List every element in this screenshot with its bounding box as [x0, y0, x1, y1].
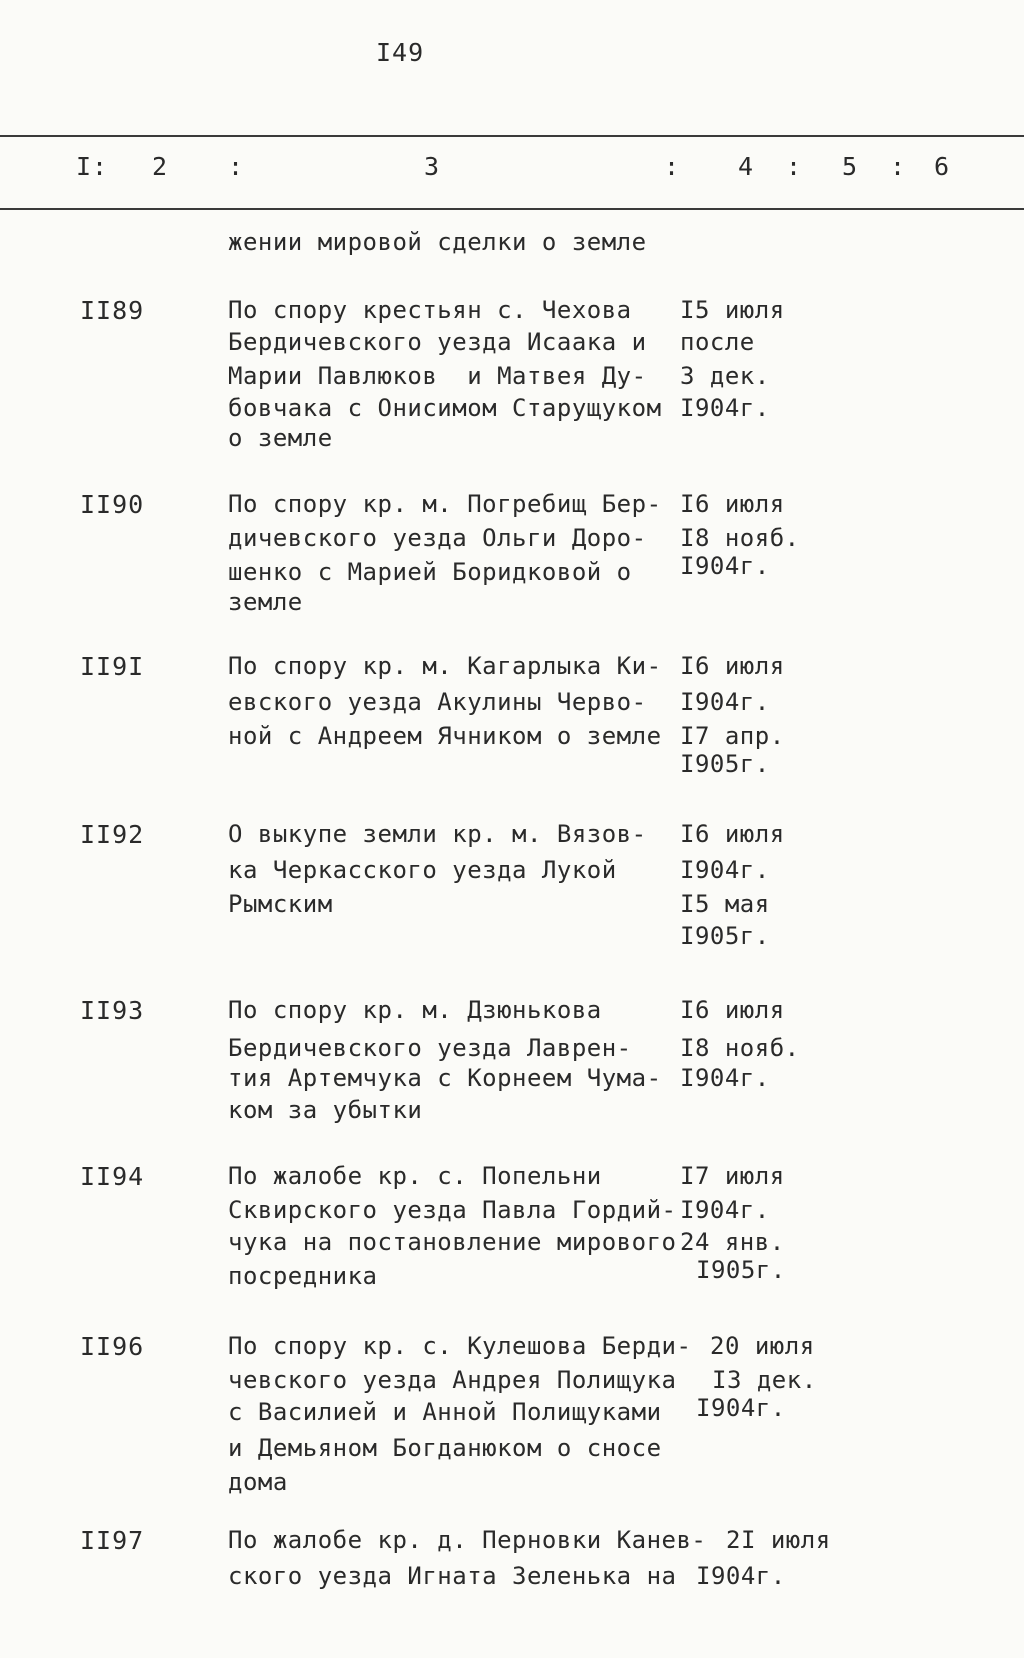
- column-separator: :: [664, 152, 680, 181]
- column-header-4: 4: [738, 152, 754, 181]
- header-bottom-rule: [0, 208, 1024, 210]
- entry-date-line: I904г.: [680, 856, 770, 884]
- entry-description-line: шенко с Марией Боридковой о: [228, 558, 632, 586]
- column-header-6: 6: [934, 152, 950, 181]
- column-header-5: 5: [842, 152, 858, 181]
- entry-date-line: I904г.: [696, 1394, 786, 1422]
- entry-date-line: I904г.: [680, 1064, 770, 1092]
- entry-description-line: ка Черкасского уезда Лукой: [228, 856, 617, 884]
- column-header-1: I: [76, 152, 92, 181]
- entry-date-line: I904г.: [680, 552, 770, 580]
- entry-description-line: По жалобе кр. д. Перновки Канев-: [228, 1526, 707, 1554]
- entry-description-line: По спору кр. м. Погребищ Бер-: [228, 490, 662, 518]
- entry-date-line: I6 июля: [680, 820, 785, 848]
- entry-description-line: По спору крестьян с. Чехова: [228, 296, 632, 324]
- entry-date-line: I5 мая: [680, 890, 770, 918]
- entry-description-line: евского уезда Акулины Черво-: [228, 688, 647, 716]
- entry-description-line: Марии Павлюков и Матвея Ду-: [228, 362, 647, 390]
- entry-description-line: ной с Андреем Ячником о земле: [228, 722, 662, 750]
- entry-number: II92: [80, 820, 145, 849]
- entry-date-line: I3 дек.: [712, 1366, 817, 1394]
- entry-date-line: 24 янв.: [680, 1228, 785, 1256]
- entry-description-line: и Демьяном Богданюком о сносе: [228, 1434, 662, 1462]
- entry-date-line: I7 апр.: [680, 722, 785, 750]
- column-separator: :: [92, 152, 108, 181]
- entry-date-line: I905г.: [696, 1256, 786, 1284]
- entry-date-line: I6 июля: [680, 996, 785, 1024]
- entry-date-line: I905г.: [680, 922, 770, 950]
- entry-description-line: бовчака с Онисимом Старущуком: [228, 394, 662, 422]
- entry-description-line: чука на постановление мирового: [228, 1228, 677, 1256]
- entry-number: II9I: [80, 652, 145, 681]
- continuation-line: жении мировой сделки о земле: [228, 228, 647, 256]
- entry-date-line: I6 июля: [680, 652, 785, 680]
- entry-date-line: после: [680, 328, 755, 356]
- entry-description-line: дичевского уезда Ольги Доро-: [228, 524, 647, 552]
- column-separator: :: [228, 152, 244, 181]
- entry-description-line: дома: [228, 1468, 288, 1496]
- entry-number: II89: [80, 296, 145, 325]
- entry-description-line: с Василией и Анной Полищуками: [228, 1398, 662, 1426]
- entry-description-line: ского уезда Игната Зеленька на: [228, 1562, 677, 1590]
- entry-number: II97: [80, 1526, 145, 1555]
- entry-description-line: тия Артемчука с Корнеем Чума-: [228, 1064, 662, 1092]
- entry-date-line: I8 нояб.: [680, 524, 800, 552]
- entry-date-line: I5 июля: [680, 296, 785, 324]
- entry-description-line: ком за убытки: [228, 1096, 423, 1124]
- entry-description-line: Рымским: [228, 890, 333, 918]
- entry-number: II90: [80, 490, 145, 519]
- entry-description-line: чевского уезда Андрея Полищука: [228, 1366, 677, 1394]
- entry-date-line: I7 июля: [680, 1162, 785, 1190]
- column-header-3: 3: [424, 152, 440, 181]
- entry-date-line: I905г.: [680, 750, 770, 778]
- entry-number: II96: [80, 1332, 145, 1361]
- entry-description-line: По спору кр. с. Кулешова Берди-: [228, 1332, 692, 1360]
- column-header-2: 2: [152, 152, 168, 181]
- header-top-rule: [0, 135, 1024, 137]
- column-separator: :: [786, 152, 802, 181]
- entry-date-line: I904г.: [696, 1562, 786, 1590]
- page-number: I49: [376, 38, 425, 67]
- entry-description-line: посредника: [228, 1262, 378, 1290]
- entry-date-line: 2I июля: [726, 1526, 831, 1554]
- entry-date-line: 3 дек.: [680, 362, 770, 390]
- entry-description-line: Сквирского уезда Павла Гордий-: [228, 1196, 677, 1224]
- entry-description-line: земле: [228, 588, 303, 616]
- entry-date-line: I6 июля: [680, 490, 785, 518]
- entry-number: II94: [80, 1162, 145, 1191]
- entry-number: II93: [80, 996, 145, 1025]
- entry-date-line: I904г.: [680, 1196, 770, 1224]
- entry-date-line: 20 июля: [710, 1332, 815, 1360]
- entry-date-line: I8 нояб.: [680, 1034, 800, 1062]
- entry-description-line: О выкупе земли кр. м. Вязов-: [228, 820, 647, 848]
- entry-description-line: По спору кр. м. Дзюнькова: [228, 996, 602, 1024]
- entry-description-line: По спору кр. м. Кагарлыка Ки-: [228, 652, 662, 680]
- entry-description-line: о земле: [228, 424, 333, 452]
- entry-description-line: Бердичевского уезда Лаврен-: [228, 1034, 632, 1062]
- entry-date-line: I904г.: [680, 688, 770, 716]
- entry-description-line: Бердичевского уезда Исаака и: [228, 328, 647, 356]
- entry-description-line: По жалобе кр. с. Попельни: [228, 1162, 602, 1190]
- column-separator: :: [890, 152, 906, 181]
- entry-date-line: I904г.: [680, 394, 770, 422]
